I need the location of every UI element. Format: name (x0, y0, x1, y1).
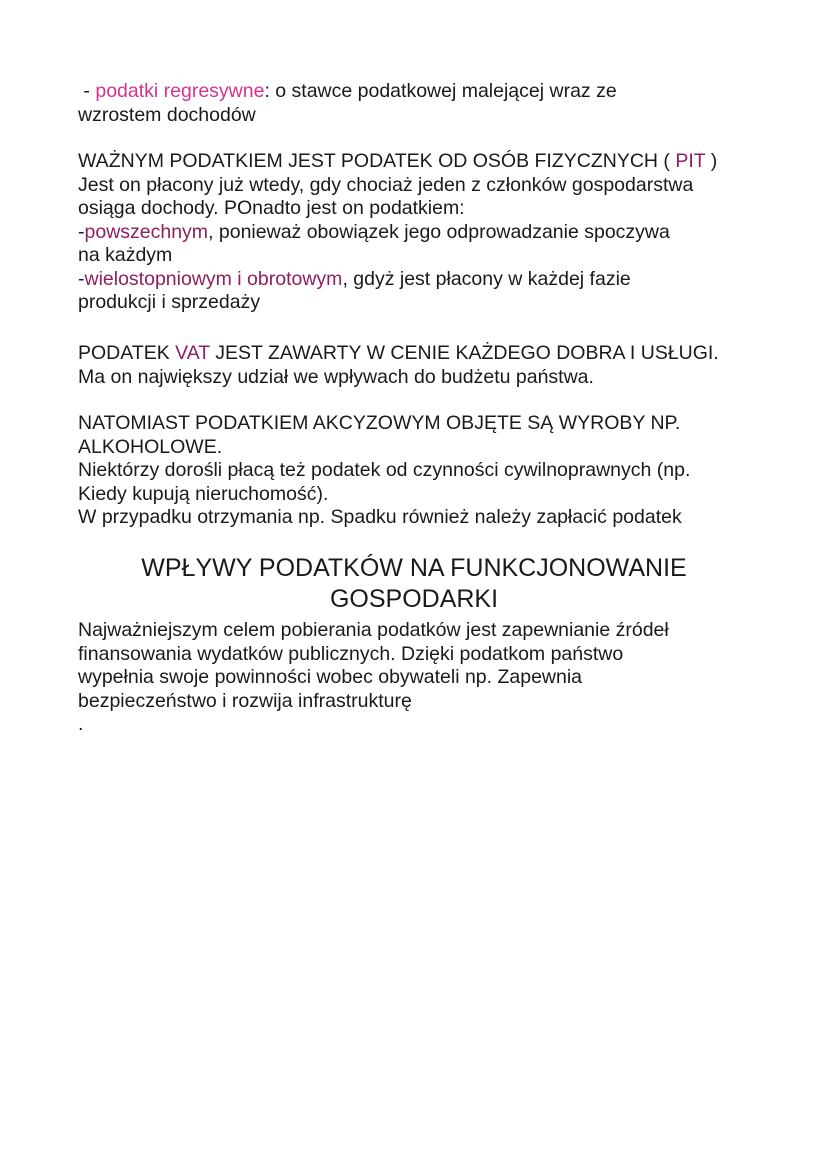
pit-line-1 (78, 150, 778, 174)
pit-line-3: osiąga dochody. POnadto jest on podatkiem: (78, 197, 465, 219)
section-heading-line-2: GOSPODARKI (329, 585, 499, 613)
term-multistage: wielostopniowym i obrotowym (84, 267, 343, 290)
excise-line-4: Kiedy kupują nieruchomość). (78, 482, 329, 505)
pit-line-5: na każdym (78, 244, 173, 266)
paragraph-excise (78, 412, 778, 530)
term-vat: VAT (175, 342, 210, 364)
paragraph-vat (78, 342, 778, 389)
regressive-line-1 (78, 80, 778, 104)
excise-line-1: NATOMIAST PODATKIEM AKCYZOWYM OBJĘTE SĄ WYROBY NP. (78, 412, 681, 434)
list-dash: - (78, 80, 96, 102)
excise-line-3: Niektórzy dorośli płacą też podatek od czynności cywilnoprawnych (np. (78, 459, 691, 481)
term-universal: powszechnym (84, 220, 209, 243)
pit-line-4 (78, 221, 778, 245)
list-dash: - (78, 220, 85, 243)
multistage-explanation: , gdyż jest płacony w każdej fazie (342, 267, 631, 290)
pit-line-2: Jest on płacony już wtedy, gdy chociaż jeden z członków gospodarstwa (78, 173, 694, 196)
effects-line-4: bezpieczeństwo i rozwija infrastrukturę (78, 689, 412, 712)
term-regressive-taxes: podatki regresywne (95, 80, 265, 102)
vat-text-start: PODATEK (78, 342, 176, 364)
regressive-line-2: wzrostem dochodów (78, 103, 256, 126)
vat-line-1 (78, 342, 778, 366)
paragraph-pit (78, 150, 778, 315)
section-heading (78, 553, 750, 615)
vat-line-2: Ma on największy udział we wpływach do budżetu państwa. (78, 365, 594, 388)
pit-heading-close: ) (705, 150, 718, 172)
pit-heading-text: WAŻNYM PODATKIEM JEST PODATEK OD OSÓB FIZYCZNYCH ( (78, 150, 676, 172)
universal-explanation: , ponieważ obowiązek jego odprowadzanie spoczywa (208, 220, 670, 243)
paragraph-effects (78, 619, 778, 737)
pit-line-7: produkcji i sprzedaży (78, 291, 261, 313)
effects-line-5: . (78, 713, 84, 735)
section-heading-line-1: WPŁYWY PODATKÓW NA FUNKCJONOWANIE (141, 554, 687, 582)
term-pit: PIT (675, 150, 706, 172)
pit-line-6 (78, 268, 778, 292)
excise-line-5: W przypadku otrzymania np. Spadku również należy zapłacić podatek (78, 506, 682, 528)
list-dash: - (78, 267, 85, 290)
effects-line-1: Najważniejszym celem pobierania podatków jest zapewnianie źródeł (78, 619, 669, 641)
vat-text-end: JEST ZAWARTY W CENIE KAŻDEGO DOBRA I USŁUGI. (209, 342, 719, 364)
paragraph-regressive-taxes (78, 80, 778, 127)
regressive-definition: : o stawce podatkowej malejącej wraz ze (264, 80, 617, 102)
effects-line-3: wypełnia swoje powinności wobec obywateli np. Zapewnia (78, 666, 583, 688)
excise-line-2: ALKOHOLOWE. (78, 435, 223, 458)
effects-line-2: finansowania wydatków publicznych. Dzięki podatkom państwo (78, 642, 624, 665)
